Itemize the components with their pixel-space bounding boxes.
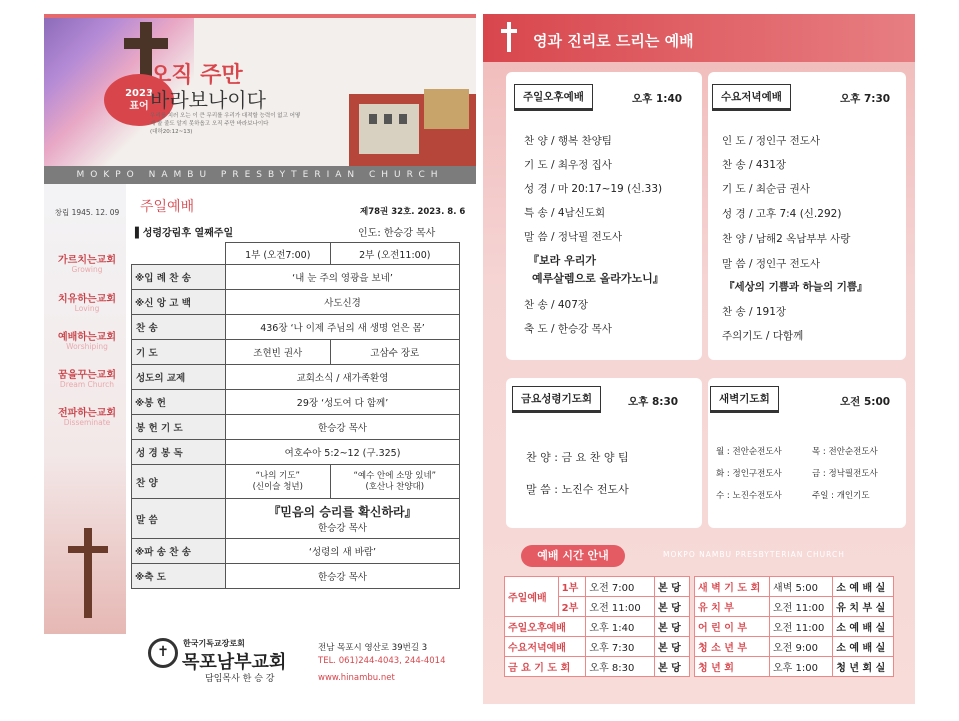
founded-date: 창립 1945. 12. 09 [54, 208, 120, 217]
program-line: 성 경 / 고후 7:4 (신.292) [722, 208, 842, 220]
schedule-table-left [504, 576, 690, 677]
telephone: TEL. 061)244-4043, 244-4014 [318, 656, 446, 666]
program-line: 찬 양 : 금 요 찬 양 팀 [526, 451, 629, 464]
table-row: 청 년 회 오후 1:00 청 년 회 실 [695, 657, 894, 677]
friday-time: 오후 8:30 [628, 396, 679, 408]
table-row: 성 경 봉 독 여호수아 5:2~12 (구.325) [132, 440, 460, 465]
pastor-name: 담임목사 한 승 강 [205, 674, 275, 684]
cross-icon [498, 22, 520, 52]
program-line: 찬 송 / 407장 [524, 299, 589, 311]
friday-title: 금요성령기도회 [512, 386, 601, 413]
table-row: ※봉 헌 29장 ‘성도여 다 함께’ [132, 390, 460, 415]
sermon-title: 『믿음의 승리를 확신하라』 [268, 505, 417, 519]
program-line: 기 도 / 최순금 권사 [722, 183, 810, 195]
service-1: 1부 (오전7:00) [226, 243, 331, 265]
program-line: 말 씀 / 정인구 전도사 [722, 258, 821, 270]
program-line: 찬 양 / 남해2 옥남부부 사랑 [722, 233, 851, 245]
right-header: 영과 진리로 드리는 예배 [483, 14, 915, 62]
denomination: 한국기독교장로회 [183, 639, 245, 648]
program-line: 목 : 전안순전도사 [812, 447, 878, 457]
program-line: 특 송 / 4남신도회 [524, 207, 606, 219]
dawn-title: 새벽기도회 [710, 386, 779, 413]
schedule-table-right [694, 576, 894, 677]
table-row: 2부 오전 11:00 본 당 [505, 597, 690, 617]
worship-title: 주일예배 [140, 199, 195, 215]
program-line: 인 도 / 정인구 전도사 [722, 135, 821, 147]
table-row: ※신 앙 고 백 사도신경 [132, 290, 460, 315]
program-line: 찬 송 / 431장 [722, 159, 787, 171]
sermon-title: 예루살렘으로 올라가노니』 [532, 272, 664, 285]
sunday-pm-title: 주일오후예배 [514, 84, 593, 111]
side-item-en: Dream Church [59, 380, 115, 389]
table-row: 금 요 기 도 회 오후 8:30 본 당 [505, 657, 690, 677]
side-item-en: Growing [71, 265, 103, 274]
wednesday-time: 오후 7:30 [840, 93, 891, 105]
motto-subtitle: 바라보나이다 [150, 88, 266, 112]
church-building-image [329, 34, 476, 172]
table-row: 성도의 교제 교회소식 / 새가족환영 [132, 365, 460, 390]
side-item-ko: 전파하는교회 [58, 408, 116, 419]
worship-order-table [131, 242, 460, 589]
program-line: 말 씀 / 정낙필 전도사 [524, 231, 623, 243]
table-row: 기 도 조현빈 권사 고삼수 장로 [132, 340, 460, 365]
sunday-pm-time: 오후 1:40 [632, 93, 683, 105]
sermon-title: 『보라 우리가 [528, 254, 596, 267]
side-item-en: Worshiping [66, 342, 108, 351]
service-2: 2부 (오전11:00) [330, 243, 459, 265]
table-row: 찬 송 436장 ‘나 이제 주님의 새 생명 얻은 몸’ [132, 315, 460, 340]
side-item-en: Loving [74, 304, 100, 313]
program-line: 말 씀 : 노진수 전도사 [526, 483, 629, 496]
table-row: ※축 도 한승강 목사 [132, 564, 460, 589]
program-line: 기 도 / 최우정 집사 [524, 159, 612, 171]
worship-theme: ▌성령강림후 열째주일 [135, 228, 234, 239]
year-badge: 2023 표어 [104, 74, 174, 126]
side-item-ko: 예배하는교회 [58, 332, 116, 343]
church-logo-icon: ✝ [148, 638, 178, 668]
table-row: 수요저녁예배 오후 7:30 본 당 [505, 637, 690, 657]
program-line: 축 도 / 한승강 목사 [524, 323, 612, 335]
program-line: 수 : 노진수전도사 [716, 491, 782, 501]
table-row: 주일오후예배 오후 1:40 본 당 [505, 617, 690, 637]
worship-leader: 인도: 한승강 목사 [358, 228, 436, 239]
side-item-ko: 치유하는교회 [58, 294, 116, 305]
website-link[interactable]: www.hinambu.net [318, 673, 395, 683]
motto-title: 오직 주만 [150, 63, 243, 88]
issue-date: 제78권 32호. 2023. 8. 6 [360, 207, 466, 217]
program-line: 금 : 정낙필전도사 [812, 469, 878, 479]
program-line: 주의기도 / 다함께 [722, 330, 804, 342]
side-item-ko: 가르치는교회 [58, 255, 116, 266]
table-row: 주일예배 1부 오전 7:00 본 당 [505, 577, 690, 597]
table-row: 찬 양 “나의 기도” (신이슬 청년) “예수 안에 소망 있네” (호산나 찬양대) [132, 465, 460, 499]
table-row: 새 벽 기 도 회 새벽 5:00 소 예 배 실 [695, 577, 894, 597]
top-accent [44, 14, 476, 18]
church-strip: MOKPO NAMBU PRESBYTERIAN CHURCH [44, 166, 476, 184]
dawn-time: 오전 5:00 [840, 396, 891, 408]
table-row: 유 치 부 오전 11:00 유 치 부 실 [695, 597, 894, 617]
program-line: 찬 양 / 행복 찬양팀 [524, 135, 612, 147]
table-row: 봉 헌 기 도 한승강 목사 [132, 415, 460, 440]
address: 전남 목포시 영산로 39번길 3 [318, 643, 428, 653]
table-row: 말 씀 『믿음의 승리를 확신하라』 한승강 목사 [132, 499, 460, 539]
schedule-subtitle: MOKPO NAMBU PRESBYTERIAN CHURCH [663, 550, 845, 559]
program-line: 찬 송 / 191장 [722, 306, 787, 318]
motto-verse: 우리를 치러 오는 이 큰 무리를 우리가 대적할 능력이 없고 어떻게 할 줄도 알지 못하옵고 오직 주만 바라보나이다 (대하20:12~13) [150, 113, 301, 135]
program-line: 주일 : 개인기도 [812, 491, 870, 501]
church-name: 목포남부교회 [182, 652, 287, 673]
schedule-pill: 예배 시간 안내 [521, 545, 625, 567]
table-row: ※입 례 찬 송 ‘내 눈 주의 영광을 보네’ [132, 265, 460, 290]
table-row: 어 린 이 부 오전 11:00 소 예 배 실 [695, 617, 894, 637]
program-line: 화 : 정인구전도사 [716, 469, 782, 479]
cross-icon [58, 528, 118, 618]
table-row: 청 소 년 부 오전 9:00 소 예 배 실 [695, 637, 894, 657]
program-line: 월 : 전안순전도사 [716, 447, 782, 457]
side-item-ko: 꿈을꾸는교회 [58, 370, 116, 381]
wednesday-title: 수요저녁예배 [712, 84, 791, 111]
program-line: 성 경 / 마 20:17~19 (신.33) [524, 183, 663, 195]
sermon-title: 『세상의 기쁨과 하늘의 기쁨』 [724, 281, 868, 293]
table-row: ※파 송 찬 송 ‘성령의 새 바람’ [132, 539, 460, 564]
side-item-en: Disseminate [63, 418, 111, 427]
